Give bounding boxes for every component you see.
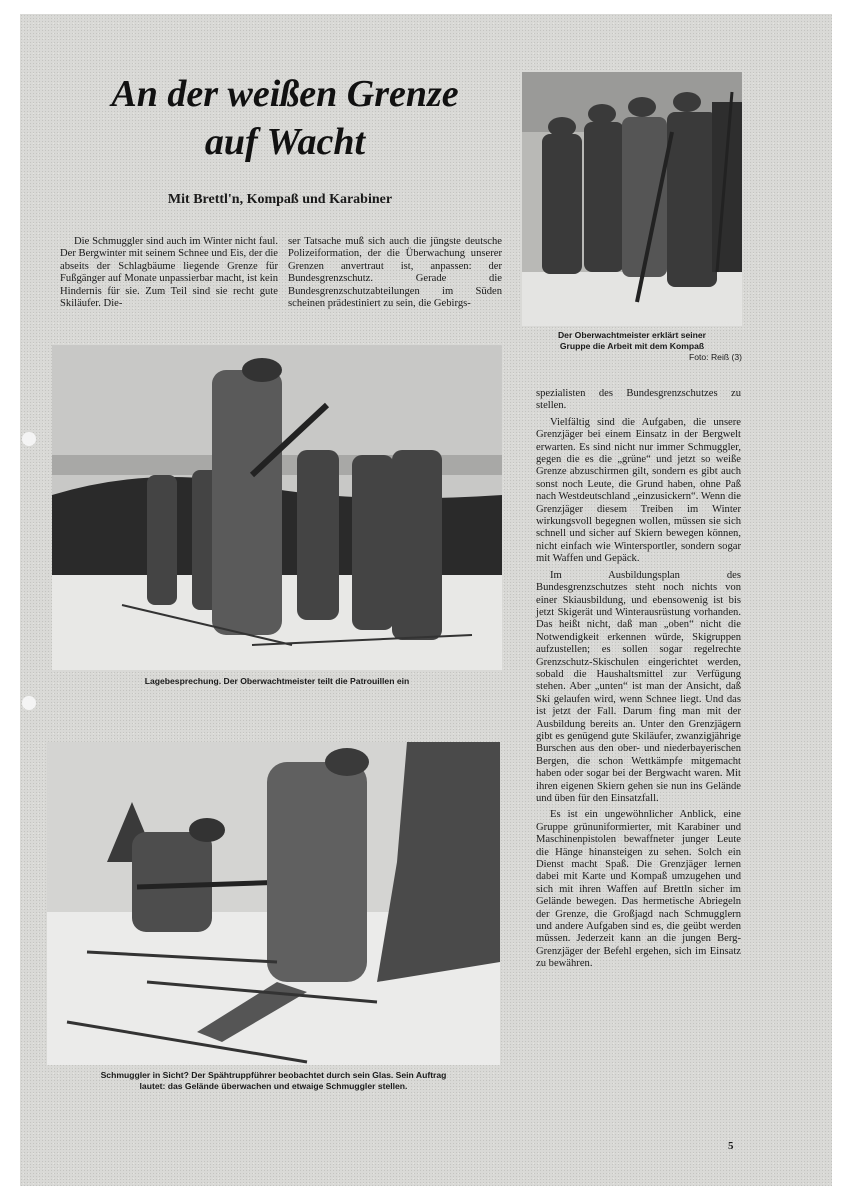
caption-top-right [522, 330, 742, 363]
caption-line: lautet: das Gelände überwachen und etwaige Schmuggler stellen. [139, 1081, 408, 1091]
page-number: 5 [728, 1140, 734, 1152]
photo-credit: Foto: Reiß (3) [688, 352, 742, 362]
photo-patrol-briefing [52, 345, 502, 670]
text-column-right [536, 388, 741, 971]
caption-middle: Lagebesprechung. Der Oberwachtmeister teilt die Patrouillen ein [144, 676, 410, 686]
title-line-1: An der weißen Grenze [111, 73, 459, 115]
photo-compass-group [522, 72, 742, 326]
title-line-2: auf Wacht [204, 121, 366, 163]
text-column-1 [60, 236, 278, 310]
article-subtitle: Mit Brettl'n, Kompaß und Karabiner [167, 192, 393, 207]
caption-bottom [47, 1070, 500, 1092]
caption-line: Gruppe die Arbeit mit dem Kompaß [559, 341, 705, 351]
paragraph: spezialisten des Bundesgrenzschutzes zu stellen. [536, 388, 741, 412]
paragraph: Die Schmuggler sind auch im Winter nicht faul. Der Bergwinter mit seinem Schnee und Eis, der die abseits der Schlagbäume liegende Grenze für Fußgänger auf Monate unpassierbar macht, ist kein Hindernis für sie. Zum Teil sind sie recht gute Skiläufer. Die- [60, 236, 278, 310]
paragraph: ser Tatsache muß sich auch die jüngste deutsche Polizeiformation, der die Überwachung unserer Grenzen anvertraut ist, anpassen: der Bundesgrenzschutz. Gerade die Bundesgrenzschutzabteilungen im Süden scheinen prädestiniert zu sein, die Gebirgs- [288, 236, 502, 310]
article-title [60, 70, 510, 166]
punch-hole [22, 696, 36, 710]
paragraph: Es ist ein ungewöhnlicher Anblick, eine Gruppe grünuniformierter, mit Karabiner und Maschinenpistolen bewaffneter junger Leute die Hänge hinansteigen zu sehen. Solch ein Dienst macht Spaß. Die Grenzjäger lernen dabei mit Karte und Kompaß umzugehen und sich mit ihren Waffen auf Brettln sicher im Gelände bewegen. Das hermetische Abriegeln der Grenze, die Großjagd nach Schmugglern und andere Aufgaben sind es, die geübt werden müssen. Jederzeit kann an die jungen Berg-Grenzjäger der Befehl ergehen, sich im Einsatz zu bewähren. [536, 809, 741, 970]
text-column-2 [288, 236, 502, 310]
caption-line: Der Oberwachtmeister erklärt seiner [557, 330, 707, 340]
photo-scout-binoculars [47, 742, 500, 1065]
paragraph: Im Ausbildungsplan des Bundesgrenzschutzes steht noch nichts von einer Skiausbildung, und ebensowenig ist bis jetzt Skigerät und Winterausrüstung vorhanden. Das heißt nicht, daß man „oben“ nicht die Notwendigkeit erkennen würde, Skigruppen aufzustellen; es sollen sogar regelrechte Grenzschutz-Skischulen eingerichtet werden, sobald die Haushaltsmittel zur Verfügung stehen. Aber „unten“ ist man der Ansicht, daß Ski gelaufen wird, wenn Schnee liegt. Und das ist jetzt der Fall. Darum fing man mit der Ausbildung bereits an. Unter den Grenzjägern gibt es genügend gute Skiläufer, zwanzigjährige Burschen aus den ober- und niederbayerischen Bergen, die schon Wettkämpfe mitgemacht haben oder sogar bei der Bergwacht waren. Mit ihren eigenen Skiern gehen sie nun ins Gelände und üben für den Einsatzfall. [536, 569, 741, 804]
punch-hole [22, 432, 36, 446]
paragraph: Vielfältig sind die Aufgaben, die unsere Grenzjäger bei einem Einsatz in der Bergwelt erwarten. Es sind nicht nur immer Schmuggler, gegen die es die „grüne“ und jetzt so weiße Grenze abzuschirmen gilt, sondern es gibt auch sonst noch Leute, die Grund haben, ohne Paß nach Westdeutschland „einzusickern“. Wenn die Grenzjäger diesem Treiben im Winter wirkungsvoll begegnen wollen, müssen sie sich schnell und sicher auf Skiern bewegen können, nicht einfach wie Wintersportler, sondern sogar mit Waffen und Gepäck. [536, 416, 741, 565]
caption-line: Schmuggler in Sicht? Der Spähtruppführer beobachtet durch sein Glas. Sein Auftrag [100, 1070, 447, 1080]
